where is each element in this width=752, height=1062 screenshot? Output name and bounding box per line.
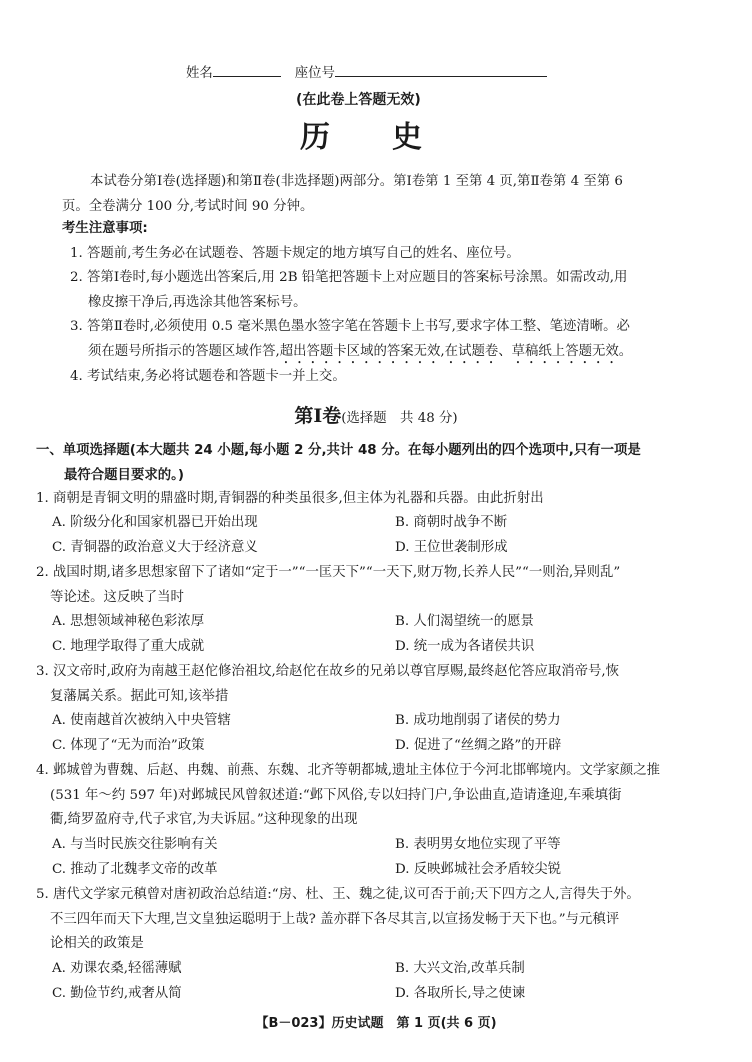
intro-line-2: 页。全卷满分 100 分,考试时间 90 分钟。 [62, 198, 314, 214]
question-2-option-d: D. 统一成为各诸侯共识 [395, 639, 535, 654]
question-3-stem-line-1: 3. 汉文帝时,政府为南越王赵佗修治祖坟,给赵佗在故乡的兄弟以尊官厚赐,最终赵佗答应取消帝号,恢 [36, 664, 620, 679]
seat-label: 座位号 [294, 66, 335, 81]
question-1-option-c: C. 青铜器的政治意义大于经济意义 [52, 540, 258, 555]
question-3-option-d: D. 促进了“丝绸之路”的开辟 [395, 738, 562, 753]
notice-item-1 [70, 242, 700, 267]
notice-heading: 考生注意事项: [62, 221, 148, 236]
question-2-option-a: A. 思想领域神秘色彩浓厚 [52, 614, 205, 629]
question-3-stem-line-2: 复藩属关系。据此可知,该举措 [50, 688, 229, 704]
question-3-stem [36, 660, 716, 709]
question-2-stem [36, 561, 716, 610]
notice-item-4-text: 4. 考试结束,务必将试题卷和答题卡一并上交。 [70, 369, 346, 384]
section-subtitle: (选择题 共 48 分) [341, 411, 458, 426]
question-1-stem-line-1: 1. 商朝是青铜文明的鼎盛时期,青铜器的种类虽很多,但主体为礼器和兵器。由此折射出 [36, 491, 544, 506]
intro-paragraph [62, 170, 698, 219]
notice-item-2-line-2: 橡皮擦干净后,再选涂其他答案标号。 [88, 294, 307, 310]
question-5-option-c: C. 勤俭节约,戒奢从简 [52, 986, 182, 1001]
part-one-line-1: 一、单项选择题(本大题共 24 小题,每小题 2 分,共计 48 分。在每小题列出的四个选项中,只有一项是 [36, 443, 641, 458]
section-title: 第Ⅰ卷 [294, 405, 342, 427]
question-5-option-b: B. 大兴文治,改革兵制 [395, 961, 525, 976]
question-4-option-a: A. 与当时民族交往影响有关 [52, 837, 218, 852]
question-1-option-b: B. 商朝时战争不断 [395, 515, 508, 530]
question-2-option-c: C. 地理学取得了重大成就 [52, 639, 205, 654]
question-4-option-b: B. 表明男女地位实现了平等 [395, 837, 561, 852]
name-blank [213, 63, 281, 77]
question-1-stem [36, 487, 716, 512]
question-2-option-b: B. 人们渴望统一的愿景 [395, 614, 534, 629]
question-4-stem-line-1: 4. 邺城曾为曹魏、后赵、冉魏、前燕、东魏、北齐等朝都城,遗址主体位于今河北邯郸境内。文学家颜之推 [36, 763, 660, 778]
question-2-stem-line-1: 2. 战国时期,诸多思想家留下了诸如“定于一”“一匡天下”“一天下,财万物,长养人民”“一则治,异则乱” [36, 565, 621, 580]
name-label: 姓名 [186, 66, 213, 81]
question-3-option-a: A. 使南越首次被纳入中央管辖 [52, 713, 231, 728]
notice-item-1-text: 1. 答题前,考生务必在试题卷、答题卡规定的地方填写自己的姓名、座位号。 [70, 246, 520, 261]
question-4-stem-line-2: (531 年～约 597 年)对邺城民风曾叙述道:“邺下风俗,专以妇持门户,争讼曲直,造请逢迎,车乘填街 [50, 787, 622, 803]
question-4-option-c: C. 推动了北魏孝文帝的改革 [52, 862, 218, 877]
question-5-option-a: A. 劝课农桑,轻徭薄赋 [52, 961, 182, 976]
question-5-stem [36, 883, 716, 957]
name-seat-line [186, 62, 547, 87]
question-5-stem-line-1: 5. 唐代文学家元稹曾对唐初政治总结道:“房、杜、王、魏之徒,议可否于前;天下四方之人,言得失于外。 [36, 887, 640, 902]
page-footer: 【B－023】历史试题 第 1 页(共 6 页) [255, 1016, 497, 1031]
notice-item-3 [70, 315, 700, 367]
page-title: 历史 [300, 120, 484, 155]
notice-item-4 [70, 365, 700, 390]
section-heading [0, 404, 752, 432]
part-one-line-2: 最符合题目要求的。) [64, 467, 184, 483]
invalid-notice: (在此卷上答题无效) [296, 92, 421, 108]
notice-item-2 [70, 266, 700, 315]
question-5-option-d: D. 各取所长,导之使谏 [395, 986, 526, 1001]
notice-item-3-emphasis: 超出答题卡区域的答案无效,在试题卷、草稿纸上答题无效。 [279, 343, 633, 359]
notice-item-3-line-1: 3. 答第Ⅱ卷时,必须使用 0.5 毫米黑色墨水签字笔在答题卡上书写,要求字体工整、笔迹清晰。必 [70, 319, 630, 334]
notice-item-2-line-1: 2. 答第Ⅰ卷时,每小题选出答案后,用 2B 铅笔把答题卡上对应题目的答案标号涂黑。如需改动,用 [70, 270, 628, 285]
notice-item-3-line-2 [70, 340, 700, 367]
question-3-option-b: B. 成功地削弱了诸侯的势力 [395, 713, 561, 728]
question-1-option-d: D. 王位世袭制形成 [395, 540, 508, 555]
question-2-stem-line-2: 等论述。这反映了当时 [50, 589, 184, 605]
question-5-stem-line-2: 不三四年而天下大理,岂文皇独运聪明于上哉? 盖亦群下各尽其言,以宣扬发畅于天下也。”与元稹评 [50, 911, 620, 927]
question-5-stem-line-3: 论相关的政策是 [50, 936, 144, 951]
question-4-stem [36, 759, 716, 833]
intro-line-1: 本试卷分第Ⅰ卷(选择题)和第Ⅱ卷(非选择题)两部分。第Ⅰ卷第 1 至第 4 页,第Ⅱ卷第 4 至第 6 [90, 174, 623, 189]
question-3-option-c: C. 体现了“无为而治”政策 [52, 738, 205, 753]
seat-blank [335, 63, 547, 77]
notice-item-3-line-2a: 须在题号所指示的答题区域作答, [88, 343, 280, 359]
question-4-stem-line-3: 衢,绮罗盈府寺,代子求官,为夫诉屈。”这种现象的出现 [50, 812, 358, 827]
question-4-option-d: D. 反映邺城社会矛盾较尖锐 [395, 862, 562, 877]
question-1-option-a: A. 阶级分化和国家机器已开始出现 [52, 515, 258, 530]
part-one-heading [36, 439, 716, 488]
